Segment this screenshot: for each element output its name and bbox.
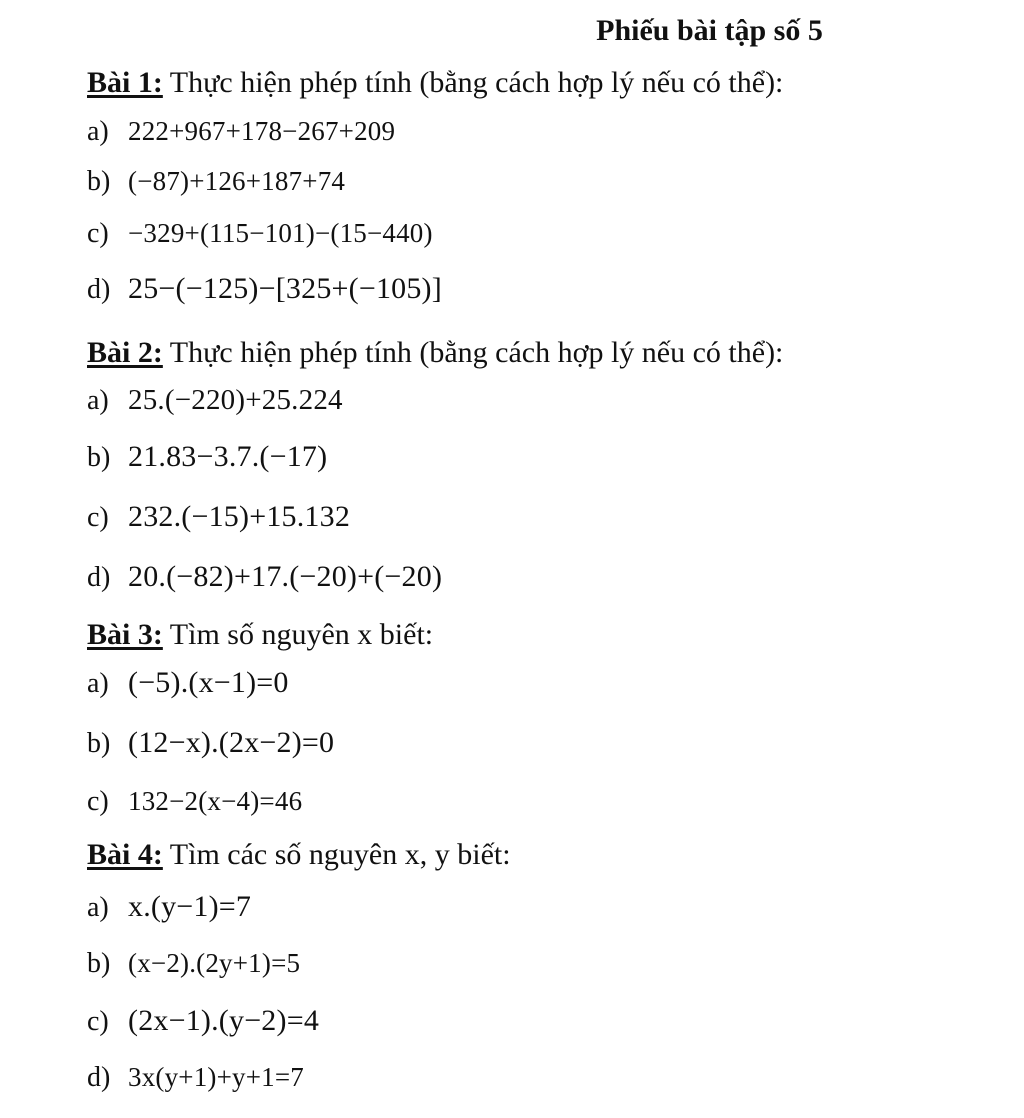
item-letter: d) [87, 274, 111, 305]
exercise-4-item-a [87, 890, 251, 924]
exercise-4-item-b [87, 948, 300, 980]
exercise-2-item-c [87, 500, 350, 534]
item-letter: c) [87, 502, 109, 533]
item-expression: (−5).(x−1)=0 [128, 666, 289, 699]
item-letter: c) [87, 218, 109, 249]
exercise-4-heading [87, 838, 511, 872]
exercise-3-item-a [87, 666, 289, 700]
item-expression: (12−x).(2x−2)=0 [128, 726, 335, 759]
item-expression: 3x(y+1)+y+1=7 [128, 1062, 304, 1092]
exercise-3-instruction: Tìm số nguyên x biết: [162, 618, 434, 651]
item-expression: 222+967+178−267+209 [128, 116, 396, 146]
exercise-2-item-a [87, 384, 343, 417]
exercise-1-item-d [87, 272, 442, 306]
exercise-1-item-c [87, 218, 433, 250]
item-letter: c) [87, 1006, 109, 1037]
item-letter: a) [87, 385, 109, 416]
exercise-1-heading [87, 66, 783, 100]
exercise-1-instruction: Thực hiện phép tính (bằng cách hợp lý nếu có thể): [162, 66, 784, 99]
item-expression: 25.(−220)+25.224 [128, 384, 343, 416]
item-expression: x.(y−1)=7 [128, 890, 252, 923]
item-expression: (2x−1).(y−2)=4 [128, 1004, 320, 1037]
item-letter: b) [87, 442, 111, 473]
exercise-2-item-d [87, 560, 442, 594]
exercise-2-instruction: Thực hiện phép tính (bằng cách hợp lý nếu có thể): [162, 336, 784, 369]
item-letter: a) [87, 892, 109, 923]
exercise-3-item-b [87, 726, 334, 760]
item-letter: d) [87, 1062, 111, 1093]
exercise-4-item-d [87, 1062, 304, 1094]
exercise-4-label: Bài 4: [87, 838, 163, 871]
item-expression: 21.83−3.7.(−17) [128, 440, 328, 473]
exercise-2-label: Bài 2: [87, 336, 163, 369]
exercise-3-heading [87, 618, 433, 652]
page-title: Phiếu bài tập số 5 [596, 14, 823, 47]
exercise-2-heading [87, 336, 783, 370]
item-letter: b) [87, 948, 111, 979]
item-expression: 232.(−15)+15.132 [128, 500, 351, 533]
item-expression: 20.(−82)+17.(−20)+(−20) [128, 560, 443, 593]
item-expression: −329+(115−101)−(15−440) [128, 218, 433, 248]
exercise-1-label: Bài 1: [87, 66, 163, 99]
item-expression: 25−(−125)−[325+(−105)] [128, 272, 442, 305]
item-expression: (−87)+126+187+74 [128, 166, 346, 196]
exercise-1-item-a [87, 116, 395, 148]
item-expression: (x−2).(2y+1)=5 [128, 948, 301, 978]
exercise-4-item-c [87, 1004, 319, 1038]
exercise-4-instruction: Tìm các số nguyên x, y biết: [162, 838, 511, 871]
item-letter: c) [87, 786, 109, 817]
item-letter: b) [87, 166, 111, 197]
item-letter: b) [87, 728, 111, 759]
item-letter: a) [87, 668, 109, 699]
exercise-2-item-b [87, 440, 327, 474]
exercise-3-label: Bài 3: [87, 618, 163, 651]
item-expression: 132−2(x−4)=46 [128, 786, 303, 816]
exercise-3-item-c [87, 786, 302, 818]
item-letter: d) [87, 562, 111, 593]
exercise-1-item-b [87, 166, 345, 198]
item-letter: a) [87, 116, 109, 147]
